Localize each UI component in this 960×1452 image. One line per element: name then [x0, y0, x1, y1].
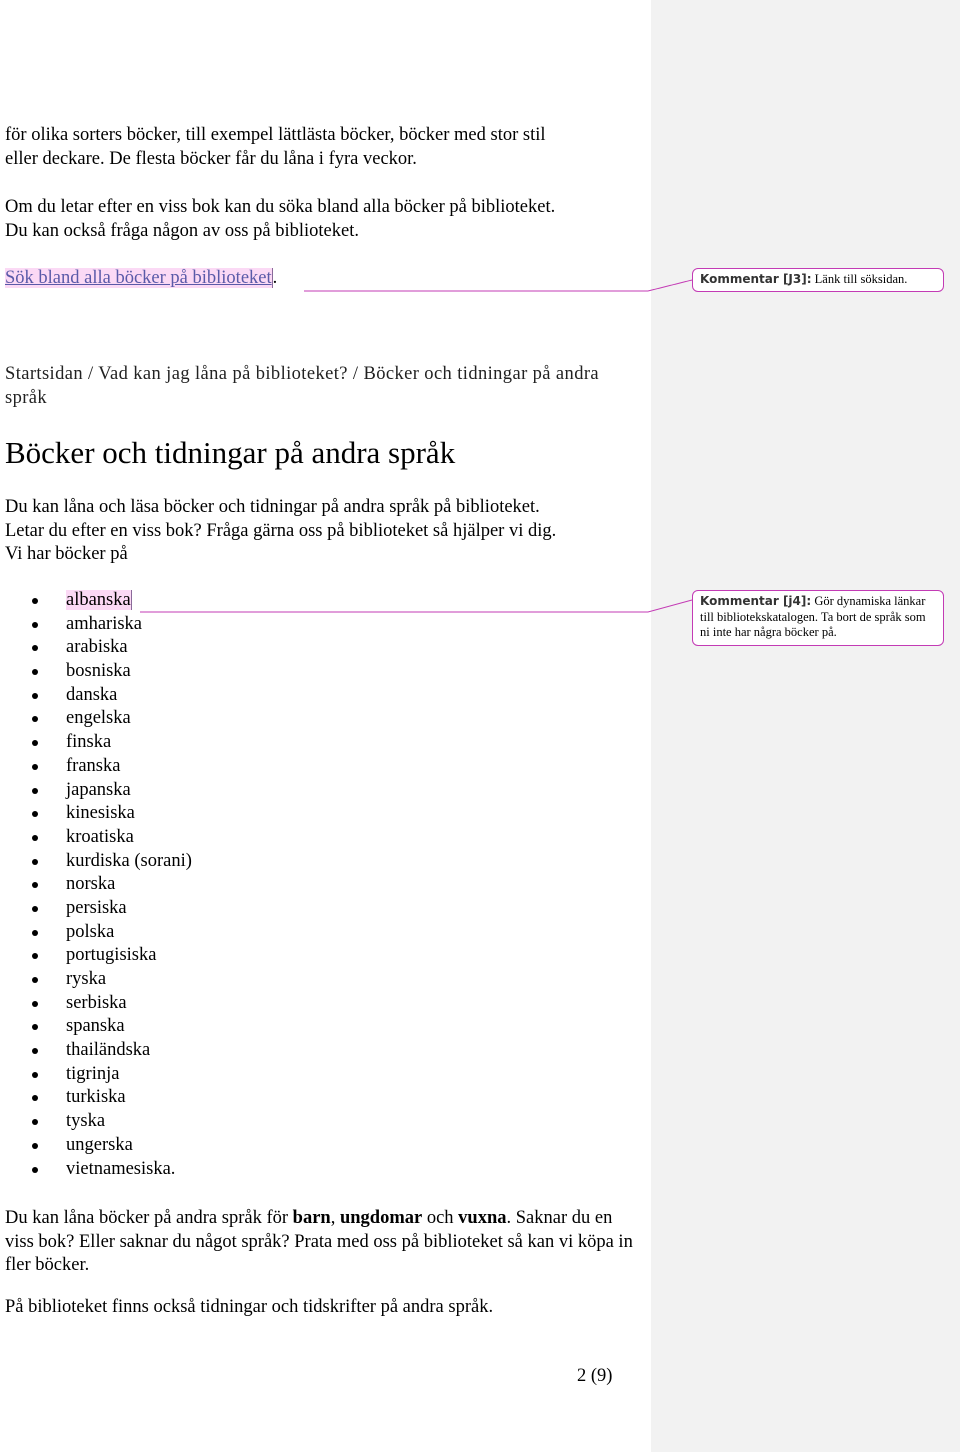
language-label: engelska: [66, 708, 131, 729]
bullet-icon: [32, 859, 38, 865]
language-label: kinesiska: [66, 803, 135, 824]
language-label: serbiska: [66, 992, 127, 1013]
list-item: [66, 897, 192, 921]
list-item: [66, 707, 192, 731]
search-paragraph: [5, 196, 645, 243]
list-item: [66, 660, 192, 684]
list-item: [66, 731, 192, 755]
language-label: thailändska: [66, 1040, 151, 1061]
language-label: norska: [66, 874, 116, 895]
list-item: [66, 755, 192, 779]
comment-j3[interactable]: [692, 268, 944, 292]
intro-paragraph: [5, 124, 645, 171]
language-label: persiska: [66, 897, 127, 918]
bullet-icon: [32, 598, 38, 604]
search-link-period: .: [272, 268, 278, 288]
search-link-paragraph: [5, 267, 645, 291]
language-label: danska: [66, 684, 118, 705]
list-item: [66, 1134, 192, 1158]
breadcrumb: Startsidan / Vad kan jag låna på biblioteket? / Böcker och tidningar på andra språk: [5, 364, 600, 408]
language-label: franska: [66, 755, 121, 776]
language-label: finska: [66, 732, 112, 753]
language-label: amhariska: [66, 613, 143, 634]
bullet-icon: [32, 977, 38, 983]
list-item: [66, 779, 192, 803]
bullet-icon: [32, 622, 38, 628]
closing-paragraph: [5, 1207, 640, 1278]
language-label: polska: [66, 921, 115, 942]
comment-j4[interactable]: [692, 590, 944, 646]
bullet-icon: [32, 1048, 38, 1054]
list-item: [66, 1086, 192, 1110]
list-item: [66, 802, 192, 826]
list-item: [66, 992, 192, 1016]
list-item: [66, 1158, 192, 1182]
list-item: [66, 1039, 192, 1063]
page-number: 2 (9): [577, 1366, 613, 1386]
comment-tag: Kommentar [j4]:: [700, 594, 812, 608]
closing-text: . Saknar du en viss bok? Eller saknar du något språk? Prata med oss på biblioteket så kan vi köpa in fler böcker.: [5, 1208, 633, 1275]
search-line: Du kan också fråga någon av oss på biblioteket.: [5, 220, 359, 241]
comment-margin-pane: [651, 0, 960, 1452]
bullet-icon: [32, 716, 38, 722]
list-item: [66, 850, 192, 874]
lead-paragraph: [5, 496, 645, 567]
audience-youth: ungdomar: [339, 1208, 423, 1228]
page-title: Böcker och tidningar på andra språk: [5, 435, 456, 470]
language-label: japanska: [66, 779, 131, 800]
language-label: vietnamesiska.: [66, 1158, 176, 1179]
language-label: kroatiska: [66, 826, 134, 847]
audience-children: barn: [292, 1208, 331, 1228]
intro-line: eller deckare. De flesta böcker får du låna i fyra veckor.: [5, 148, 417, 169]
language-label: ryska: [66, 969, 107, 989]
audience-adults: vuxna: [458, 1208, 507, 1228]
closing-text: ,: [330, 1208, 340, 1228]
closing-text: Du kan låna böcker på andra språk för: [5, 1208, 293, 1228]
language-list: [66, 589, 192, 1181]
comment-connector-j4: [140, 600, 692, 612]
bullet-icon: [32, 669, 38, 675]
bullet-icon: [32, 740, 38, 746]
lead-line: Du kan låna och läsa böcker och tidningar på andra språk på biblioteket.: [5, 497, 540, 517]
closing-text: och: [422, 1208, 459, 1228]
search-catalog-link[interactable]: Sök bland alla böcker på biblioteket: [5, 268, 272, 288]
language-label: spanska: [66, 1016, 125, 1037]
language-label: turkiska: [66, 1087, 126, 1108]
intro-line: för olika sorters böcker, till exempel lättlästa böcker, böcker med stor stil: [5, 125, 546, 145]
bullet-icon: [32, 930, 38, 936]
list-item: [66, 589, 192, 613]
bullet-icon: [32, 953, 38, 959]
list-item: [66, 944, 192, 968]
language-label: tyska: [66, 1111, 106, 1132]
bullet-icon: [32, 1095, 38, 1101]
language-label: ungerska: [66, 1134, 133, 1155]
bullet-icon: [32, 1072, 38, 1078]
bullet-icon: [32, 693, 38, 699]
bullet-icon: [32, 1143, 38, 1149]
newspapers-paragraph: På biblioteket finns också tidningar och tidskrifter på andra språk.: [5, 1297, 494, 1317]
comment-text: Gör dynamiska länkar till bibliotekskatalogen. Ta bort de språk som ni inte har några böcker på.: [700, 594, 926, 639]
bullet-icon: [32, 764, 38, 770]
bullet-icon: [32, 1024, 38, 1030]
language-link[interactable]: albanska: [66, 590, 131, 610]
bullet-icon: [32, 1167, 38, 1173]
bullet-icon: [32, 1001, 38, 1007]
list-item: [66, 684, 192, 708]
bullet-icon: [32, 835, 38, 841]
language-label: arabiska: [66, 637, 128, 658]
bullet-icon: [32, 882, 38, 888]
bullet-icon: [32, 1119, 38, 1125]
language-label: tigrinja: [66, 1063, 120, 1084]
list-item: [66, 636, 192, 660]
comment-tag: Kommentar [J3]:: [700, 272, 812, 286]
list-item: [66, 1063, 192, 1087]
list-item: [66, 1110, 192, 1134]
bullet-icon: [32, 811, 38, 817]
list-item: [66, 921, 192, 945]
list-item: [66, 613, 192, 637]
lead-line: Letar du efter en viss bok? Fråga gärna oss på biblioteket så hjälper vi dig.: [5, 520, 557, 541]
bullet-icon: [32, 645, 38, 651]
search-line: Om du letar efter en viss bok kan du söka bland alla böcker på biblioteket.: [5, 197, 556, 217]
language-label: bosniska: [66, 661, 131, 682]
bullet-icon: [32, 788, 38, 794]
language-label: portugisiska: [66, 945, 157, 966]
list-item: [66, 826, 192, 850]
list-item: [66, 968, 192, 992]
list-item: [66, 1015, 192, 1039]
comment-text: Länk till söksidan.: [814, 272, 908, 286]
list-item: [66, 873, 192, 897]
language-label: kurdiska (sorani): [66, 850, 192, 871]
lead-line: Vi har böcker på: [5, 544, 128, 564]
bullet-icon: [32, 906, 38, 912]
